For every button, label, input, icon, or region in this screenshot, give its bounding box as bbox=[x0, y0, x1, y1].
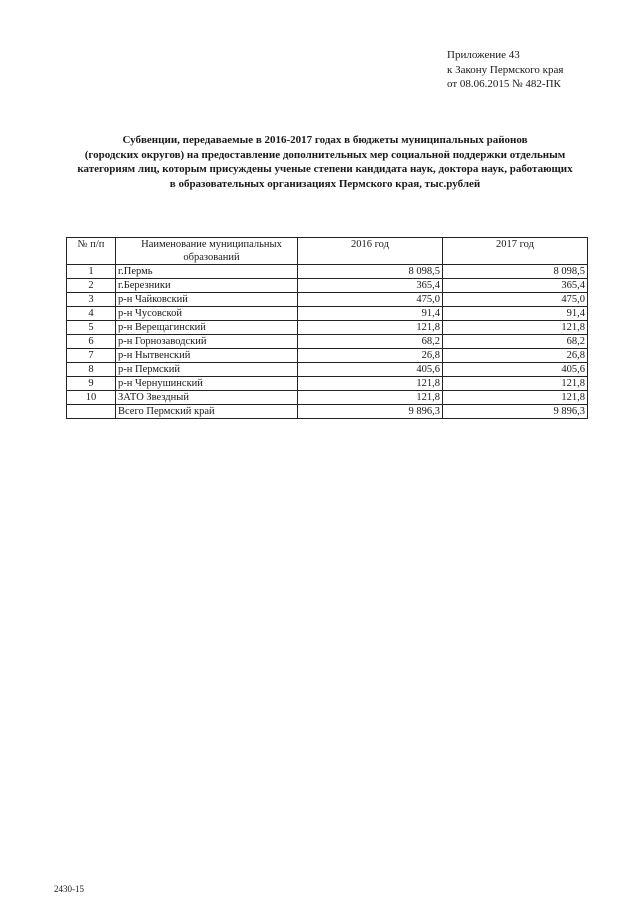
row-2017: 475,0 bbox=[443, 293, 588, 307]
row-name: г.Березники bbox=[116, 279, 298, 293]
row-2016: 365,4 bbox=[298, 279, 443, 293]
row-2017: 68,2 bbox=[443, 335, 588, 349]
row-2017: 8 098,5 bbox=[443, 265, 588, 279]
total-name: Всего Пермский край bbox=[116, 405, 298, 419]
row-num: 1 bbox=[67, 265, 116, 279]
total-2016: 9 896,3 bbox=[298, 405, 443, 419]
row-2016: 121,8 bbox=[298, 391, 443, 405]
row-name: р-н Верещагинский bbox=[116, 321, 298, 335]
row-num: 4 bbox=[67, 307, 116, 321]
table-row bbox=[67, 335, 588, 349]
table-row bbox=[67, 377, 588, 391]
row-name: р-н Чусовской bbox=[116, 307, 298, 321]
appendix-header bbox=[447, 48, 563, 92]
row-2016: 475,0 bbox=[298, 293, 443, 307]
row-name: р-н Пермский bbox=[116, 363, 298, 377]
row-num: 6 bbox=[67, 335, 116, 349]
table-total-row bbox=[67, 405, 588, 419]
row-2017: 121,8 bbox=[443, 391, 588, 405]
column-header-2017: 2017 год bbox=[443, 238, 588, 265]
row-num: 7 bbox=[67, 349, 116, 363]
row-name: ЗАТО Звездный bbox=[116, 391, 298, 405]
table-row bbox=[67, 363, 588, 377]
row-2016: 121,8 bbox=[298, 377, 443, 391]
row-num: 2 bbox=[67, 279, 116, 293]
row-2017: 91,4 bbox=[443, 307, 588, 321]
row-name: р-н Чернушинский bbox=[116, 377, 298, 391]
row-2016: 121,8 bbox=[298, 321, 443, 335]
row-num: 5 bbox=[67, 321, 116, 335]
column-header-num: № п/п bbox=[67, 238, 116, 265]
title-line-4: в образовательных организациях Пермского края, тыс.рублей bbox=[169, 177, 481, 190]
row-2016: 405,6 bbox=[298, 363, 443, 377]
row-name: р-н Нытвенский bbox=[116, 349, 298, 363]
appendix-number: Приложение 43 bbox=[447, 49, 520, 61]
title-line-3: категориям лиц, которым присуждены ученые степени кандидата наук, доктора наук, работающих bbox=[77, 163, 573, 175]
title-line-2: (городских округов) на предоставление дополнительных мер социальной поддержки отдельным bbox=[84, 148, 566, 161]
row-2016: 26,8 bbox=[298, 349, 443, 363]
total-2017: 9 896,3 bbox=[443, 405, 588, 419]
column-header-2016: 2016 год bbox=[298, 238, 443, 265]
row-2016: 91,4 bbox=[298, 307, 443, 321]
row-num: 8 bbox=[67, 363, 116, 377]
row-2016: 8 098,5 bbox=[298, 265, 443, 279]
row-num: 9 bbox=[67, 377, 116, 391]
table-row bbox=[67, 279, 588, 293]
appendix-law-ref: к Закону Пермского края bbox=[447, 63, 564, 76]
row-num: 10 bbox=[67, 391, 116, 405]
row-2017: 121,8 bbox=[443, 321, 588, 335]
table-row bbox=[67, 293, 588, 307]
column-header-name: Наименование муниципальных образований bbox=[116, 238, 298, 265]
table-row bbox=[67, 321, 588, 335]
table-header-row bbox=[67, 238, 588, 265]
table-row bbox=[67, 349, 588, 363]
table-row bbox=[67, 391, 588, 405]
row-2017: 121,8 bbox=[443, 377, 588, 391]
row-name: р-н Горнозаводский bbox=[116, 335, 298, 349]
row-num: 3 bbox=[67, 293, 116, 307]
appendix-law-date: от 08.06.2015 № 482-ПК bbox=[447, 78, 561, 90]
row-name: р-н Чайковский bbox=[116, 293, 298, 307]
table-row bbox=[67, 265, 588, 279]
total-num-cell bbox=[67, 405, 116, 419]
row-2016: 68,2 bbox=[298, 335, 443, 349]
row-2017: 365,4 bbox=[443, 279, 588, 293]
subsidies-table bbox=[66, 237, 588, 419]
title-line-1: Субвенции, передаваемые в 2016-2017 годах в бюджеты муниципальных районов bbox=[122, 134, 528, 146]
row-2017: 26,8 bbox=[443, 349, 588, 363]
document-title bbox=[60, 133, 590, 191]
row-2017: 405,6 bbox=[443, 363, 588, 377]
document-code: 2430-15 bbox=[54, 884, 84, 894]
row-name: г.Пермь bbox=[116, 265, 298, 279]
table-row bbox=[67, 307, 588, 321]
